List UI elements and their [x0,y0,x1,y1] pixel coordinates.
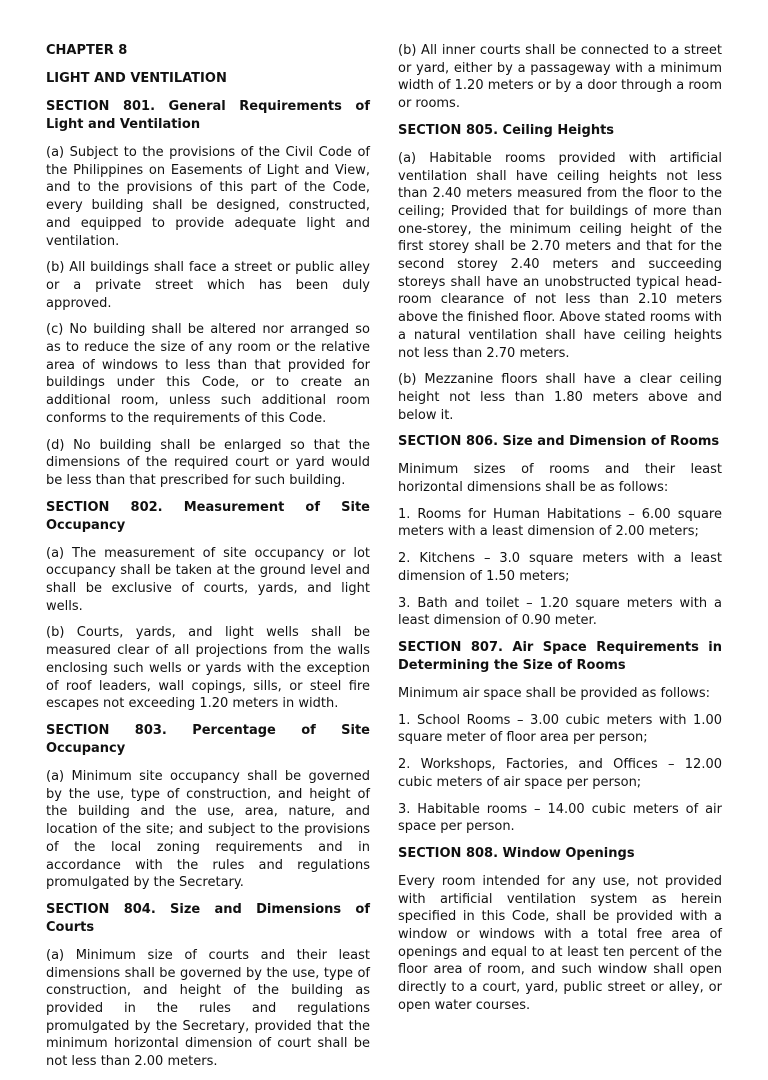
section-807-item-1: 1. School Rooms – 3.00 cubic meters with 1.00 square meter of floor area per person; [398,712,722,746]
section-803-heading: SECTION 803. Percentage of Site Occupancy [46,722,370,756]
section-801-paragraph-c: (c) No building shall be altered nor arranged so as to reduce the size of any room or the relative area of windows to less than that provided for buildings under this Code, or to create an additional room, unless such additional room conforms to the requirements of this Code. [46,322,370,426]
section-802-paragraph-b: (b) Courts, yards, and light wells shall be measured clear of all projections from the walls enclosing such wells or yards with the exception of roof leaders, wall copings, sills, or steel fire escapes not exceeding 1.20 meters in width. [46,625,370,712]
section-801-paragraph-b: (b) All buildings shall face a street or public alley or a private street which has been duly approved. [46,260,370,311]
section-808-heading: SECTION 808. Window Openings [398,845,635,861]
section-807-item-3: 3. Habitable rooms – 14.00 cubic meters of air space per person. [398,801,722,835]
section-804-paragraph-a: (a) Minimum size of courts and their least dimensions shall be governed by the use, type of construction, and height of the building as provided in the rules and regulations promulgated by the Secretary, provided that the minimum horizontal dimension of court shall be not less than 2.00 meters. [46,947,370,1070]
section-808-paragraph: Every room intended for any use, not provided with artificial ventilation system as herein specified in this Code, shall be provided with a window or windows with a total free area of openings and equal to at least ten percent of the floor area of room, and such window shall open directly to a court, yard, public street or alley, or open water courses. [398,873,722,1013]
section-801-paragraph-d: (d) No building shall be enlarged so that the dimensions of the required court or yard would be less than that prescribed for such building. [46,437,370,488]
section-803-paragraph-a: (a) Minimum site occupancy shall be governed by the use, type of construction, and height of the building and the use, area, nature, and location of the site; and subject to the provisions of the local zoning requirements and in accordance with the rules and regulations promulgated by the Secretary. [46,768,370,891]
section-801-paragraph-a: (a) Subject to the provisions of the Civil Code of the Philippines on Easements of Light and View, and to the provisions of this part of the Code, every building shall be designed, constructed, and equipped to provide adequate light and ventilation. [46,145,370,249]
section-804-paragraph-b: (b) All inner courts shall be connected to a street or yard, either by a passageway with a minimum width of 1.20 meters or by a door through a room or rooms. [398,43,722,112]
section-805-paragraph-b: (b) Mezzanine floors shall have a clear ceiling height not less than 1.80 meters above and below it. [398,372,722,423]
section-806-item-2: 2. Kitchens – 3.0 square meters with a least dimension of 1.50 meters; [398,551,722,584]
section-805-heading: SECTION 805. Ceiling Heights [398,122,615,138]
section-806-item-3: 3. Bath and toilet – 1.20 square meters with a least dimension of 0.90 meter. [398,595,722,629]
section-804-heading: SECTION 804. Size and Dimensions of Courts [46,901,370,935]
section-802-paragraph-a: (a) The measurement of site occupancy or lot occupancy shall be taken at the ground level and shall be exclusive of courts, yards, and light wells. [46,545,370,614]
section-806-item-1: 1. Rooms for Human Habitations – 6.00 square meters with a least dimension of 2.00 meters; [398,506,722,540]
section-805-paragraph-a: (a) Habitable rooms provided with artificial ventilation shall have ceiling heights not less than 2.40 meters measured from the floor to the ceiling; Provided that for buildings of more than one-storey, the minimum ceiling height of the first storey shall be 2.70 meters and that for the second storey 2.40 meters and succeeding storeys shall have an unobstructed typical head-room clearance of not less than 2.10 meters above the finished floor. Above stated rooms with a natural ventilation shall have ceiling heights not less than 2.70 meters. [398,150,722,361]
section-807-item-2: 2. Workshops, Factories, and Offices – 12.00 cubic meters of air space per person; [398,757,722,790]
left-column [46,42,370,1080]
section-806-intro: Minimum sizes of rooms and their least horizontal dimensions shall be as follows: [398,462,722,496]
section-806-heading: SECTION 806. Size and Dimension of Rooms [398,434,720,450]
right-column [398,42,722,1024]
section-807-intro: Minimum air space shall be provided as follows: [398,685,710,701]
chapter-title: LIGHT AND VENTILATION [46,71,227,86]
section-807-heading: SECTION 807. Air Space Requirements in Determining the Size of Rooms [398,639,722,673]
section-801-heading: SECTION 801. General Requirements of Light and Ventilation [46,99,370,132]
section-802-heading: SECTION 802. Measurement of Site Occupancy [46,499,370,533]
chapter-number: CHAPTER 8 [46,43,128,58]
